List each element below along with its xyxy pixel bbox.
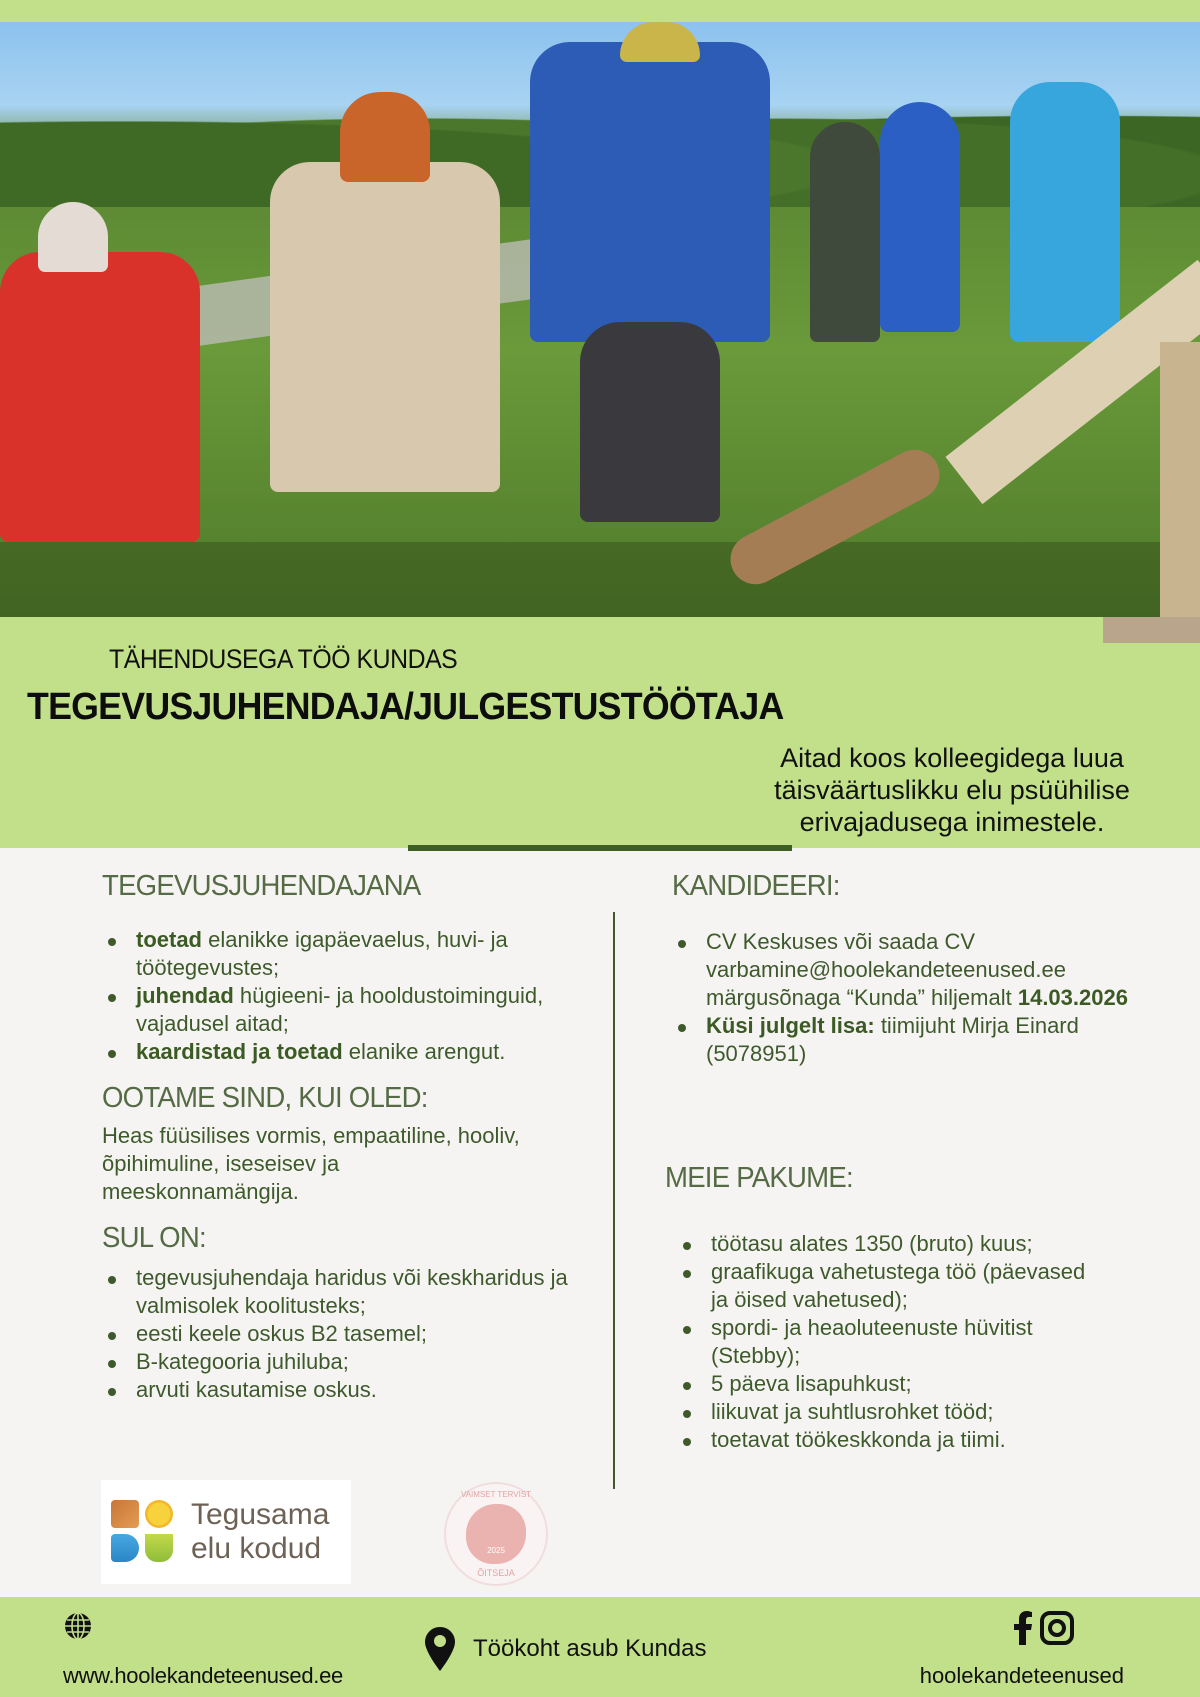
- column-divider: [613, 912, 615, 1489]
- apply-heading: KANDIDEERI:: [672, 870, 840, 902]
- org-logo: [101, 1480, 351, 1584]
- list-item: juhendad hügieeni- ja hooldustoiminguid, vajadusel aitad;: [102, 982, 602, 1038]
- photo-person: [270, 162, 500, 492]
- photo-person: [880, 102, 960, 332]
- left-column: [102, 868, 602, 1404]
- list-item: liikuvat ja suhtlusrohket tööd;: [677, 1398, 1107, 1426]
- list-item: arvuti kasutamise oskus.: [102, 1376, 602, 1404]
- profile-heading: OOTAME SIND, KUI OLED:: [102, 1082, 428, 1114]
- duties-list: [102, 926, 602, 1066]
- photo-ground-shadow: [0, 542, 1200, 617]
- duties-heading: TEGEVUSJUHENDAJANA: [102, 870, 421, 902]
- list-item: graafikuga vahetustega töö (päevased ja öised vahetused);: [677, 1258, 1107, 1314]
- job-title: TEGEVUSJUHENDAJA/JULGESTUSTÖÖTAJA: [27, 686, 784, 728]
- globe-icon: [63, 1611, 93, 1641]
- photo-wooden-post: [1160, 342, 1200, 617]
- requirements-list: [102, 1264, 602, 1404]
- photo-person-legs: [580, 322, 720, 522]
- list-item: toetavat töökeskkonda ja tiimi.: [677, 1426, 1107, 1454]
- list-item: kaardistad ja toetad elanike arengut.: [102, 1038, 602, 1066]
- mental-health-badge: VAIMSET TERVIST 2025 ÕITSEJA: [444, 1482, 548, 1586]
- list-item: toetad elanikke igapäevaelus, huvi- ja töötegevustes;: [102, 926, 602, 982]
- org-logo-text: Tegusama elu kodud: [191, 1498, 330, 1565]
- list-item: eesti keele oskus B2 tasemel;: [102, 1320, 602, 1348]
- requirements-heading: SUL ON:: [102, 1222, 206, 1254]
- website-url[interactable]: www.hoolekandeteenused.ee: [63, 1663, 343, 1688]
- photo-person: [810, 122, 880, 342]
- apply-list: [672, 928, 1142, 1068]
- tagline: Aitad koos kolleegidega luua täisväärtuslikku elu psüühilise erivajadusega inimestele.: [774, 743, 1130, 837]
- top-accent-strip: [0, 0, 1200, 22]
- instagram-icon[interactable]: [1040, 1611, 1074, 1645]
- social-handle[interactable]: hoolekandeteenused: [919, 1663, 1124, 1688]
- photo-person: [1010, 82, 1120, 342]
- eyebrow: TÄHENDUSEGA TÖÖ KUNDAS: [109, 644, 458, 674]
- offer-heading: MEIE PAKUME:: [665, 1162, 853, 1194]
- photo-person-head: [38, 202, 108, 272]
- location-text: Töökoht asub Kundas: [473, 1635, 707, 1662]
- divider-rule: [408, 845, 792, 851]
- map-pin-icon: [425, 1627, 455, 1671]
- list-item: töötasu alates 1350 (bruto) kuus;: [677, 1230, 1107, 1258]
- photo-person: [0, 252, 200, 542]
- deadline: 14.03.2026: [1017, 985, 1128, 1010]
- badge-face-icon: [466, 1504, 526, 1564]
- list-item: Küsi julgelt lisa: tiimijuht Mirja Einard (5078951): [672, 1012, 1142, 1068]
- list-item: spordi- ja heaoluteenuste hüvitist (Stebby);: [677, 1314, 1107, 1370]
- social-links: [904, 1611, 1124, 1688]
- right-column: [672, 868, 1192, 1068]
- hero-photo: [0, 22, 1200, 617]
- list-item: CV Keskuses või saada CV varbamine@hoolekandeteenused.ee märgusõnaga “Kunda” hiljemalt 14.03.2026: [672, 928, 1142, 1012]
- profile-text: Heas füüsilises vormis, empaatiline, hooliv, õpihimuline, iseseisev ja meeskonnamängija.: [102, 1123, 520, 1204]
- location: [425, 1627, 707, 1671]
- offer-section: [665, 1160, 1185, 1454]
- website-link[interactable]: [63, 1611, 343, 1688]
- list-item: tegevusjuhendaja haridus või keskharidus ja valmisolek koolitusteks;: [102, 1264, 602, 1320]
- list-item: B-kategooria juhiluba;: [102, 1348, 602, 1376]
- offer-list: [677, 1230, 1107, 1454]
- kodu-logo-icon: [111, 1500, 175, 1564]
- list-item: 5 päeva lisapuhkust;: [677, 1370, 1107, 1398]
- photo-person-head: [340, 92, 430, 182]
- photo-person: [530, 42, 770, 342]
- facebook-icon[interactable]: [1014, 1611, 1032, 1645]
- photo-person-hat: [620, 22, 700, 62]
- footer: [0, 1597, 1200, 1697]
